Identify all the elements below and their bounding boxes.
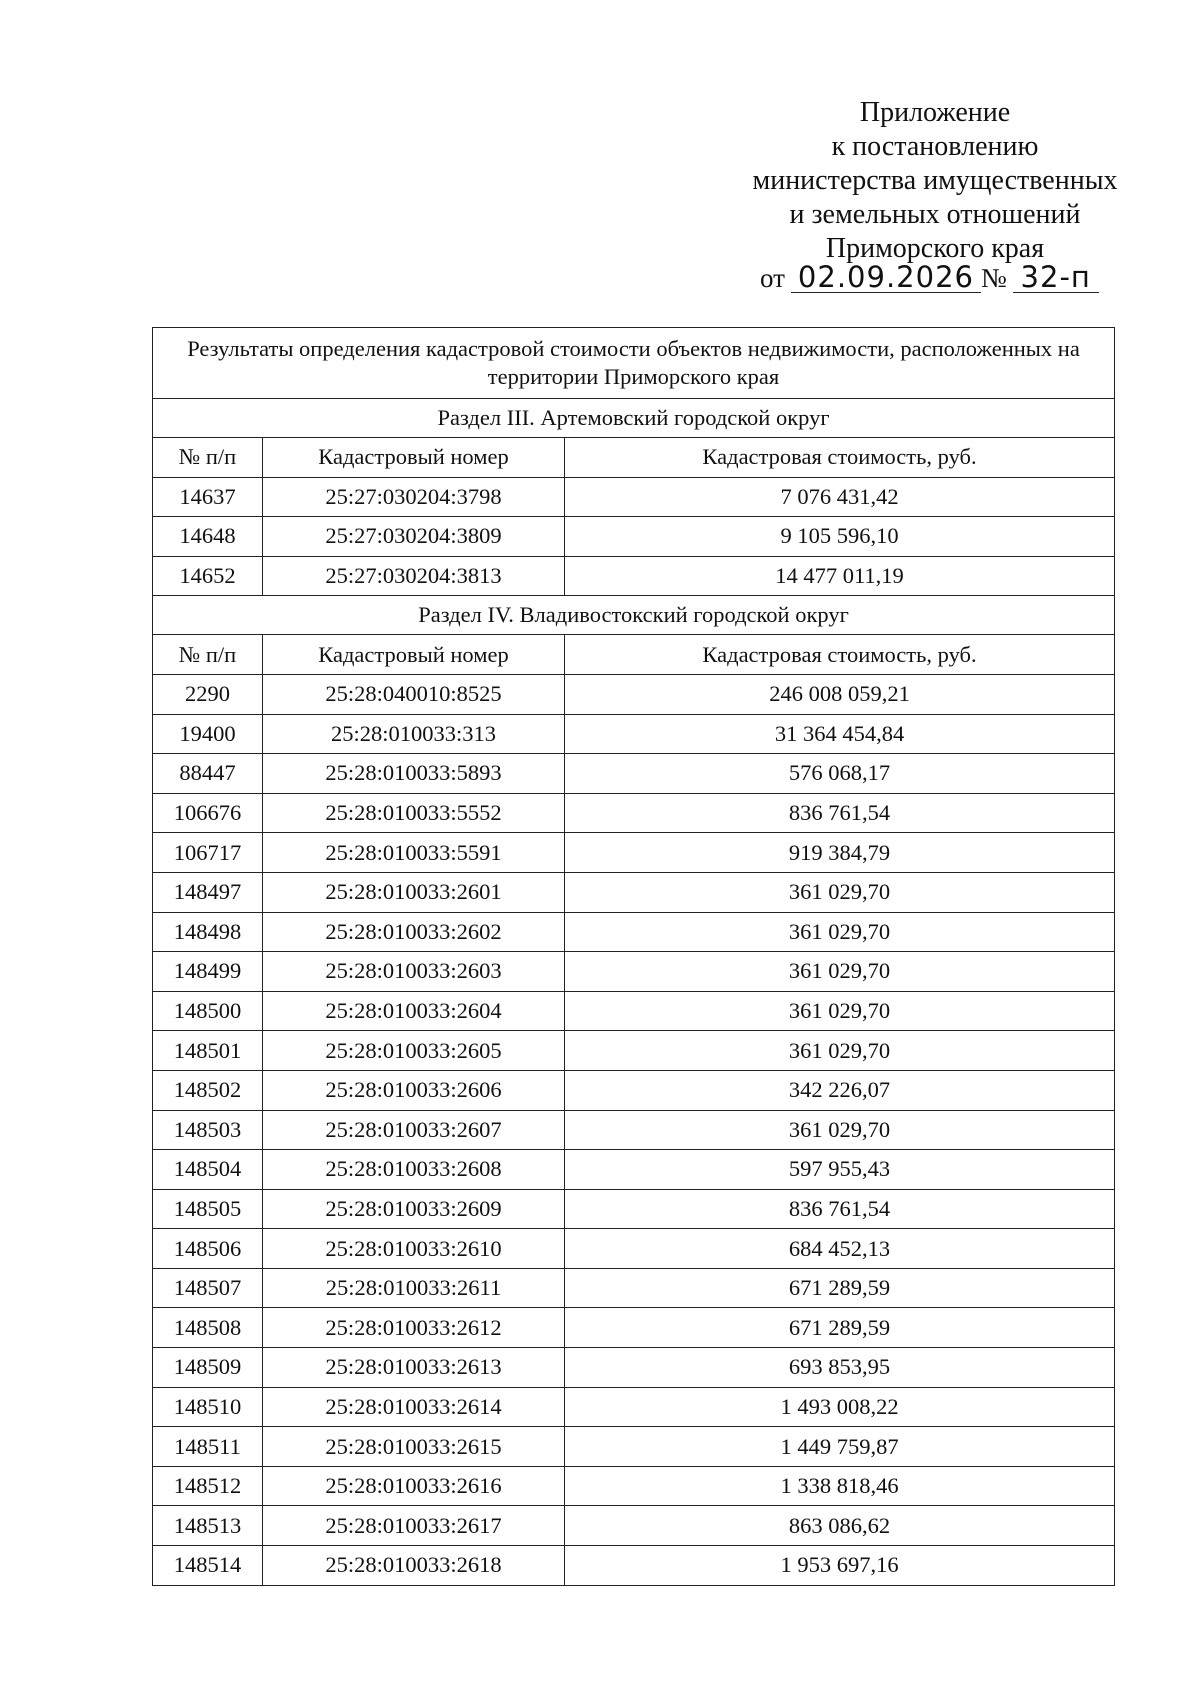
header-line: Приложение (859, 97, 1011, 128)
row-number: 19400 (153, 714, 263, 754)
header-line: Приморского края (825, 233, 1045, 264)
section-title: Раздел IV. Владивостокский городской округ (153, 596, 1115, 635)
cadastral-value: 361 029,70 (565, 912, 1115, 952)
table-row (153, 952, 1115, 992)
table-row (153, 1031, 1115, 1071)
row-number: 148506 (153, 1229, 263, 1269)
column-header-number: № п/п (153, 438, 263, 478)
cadastral-number: 25:27:030204:3813 (263, 556, 565, 596)
cadastral-value: 836 761,54 (565, 1189, 1115, 1229)
cadastral-number: 25:27:030204:3809 (263, 517, 565, 557)
row-number: 148511 (153, 1427, 263, 1467)
section-row (153, 596, 1115, 635)
table-row (153, 1387, 1115, 1427)
row-number: 148502 (153, 1070, 263, 1110)
row-number: 148510 (153, 1387, 263, 1427)
table-row (153, 872, 1115, 912)
row-number: 148504 (153, 1150, 263, 1190)
cadastral-value: 863 086,62 (565, 1506, 1115, 1546)
header-line: министерства имущественных (752, 165, 1118, 196)
cadastral-value: 693 853,95 (565, 1348, 1115, 1388)
cadastral-number: 25:28:010033:2605 (263, 1031, 565, 1071)
cadastral-value: 1 953 697,16 (565, 1546, 1115, 1586)
cadastral-number: 25:28:010033:2613 (263, 1348, 565, 1388)
cadastral-value: 1 338 818,46 (565, 1466, 1115, 1506)
table-row (153, 912, 1115, 952)
handwritten-number: 32-п (1013, 262, 1099, 293)
row-number: 148499 (153, 952, 263, 992)
table-row (153, 714, 1115, 754)
table-row (153, 1150, 1115, 1190)
section-title: Раздел III. Артемовский городской округ (153, 399, 1115, 438)
row-number: 14652 (153, 556, 263, 596)
cadastral-number: 25:28:010033:2617 (263, 1506, 565, 1546)
table-row (153, 1427, 1115, 1467)
cadastral-number: 25:28:010033:313 (263, 714, 565, 754)
cadastral-value: 576 068,17 (565, 754, 1115, 794)
cadastral-value: 9 105 596,10 (565, 517, 1115, 557)
cadastral-number: 25:28:010033:5591 (263, 833, 565, 873)
row-number: 148509 (153, 1348, 263, 1388)
date-prefix: от (760, 263, 785, 293)
row-number: 148505 (153, 1189, 263, 1229)
row-number: 88447 (153, 754, 263, 794)
table-title: Результаты определения кадастровой стоимости объектов недвижимости, расположенных на территории Приморского края (153, 328, 1115, 399)
cadastral-number: 25:28:010033:2606 (263, 1070, 565, 1110)
column-header-cadastral-number: Кадастровый номер (263, 635, 565, 675)
row-number: 148498 (153, 912, 263, 952)
appendix-header (735, 96, 1135, 266)
table-row (153, 1110, 1115, 1150)
cadastral-number: 25:28:010033:2603 (263, 952, 565, 992)
cadastral-number: 25:28:010033:2604 (263, 991, 565, 1031)
row-number: 106676 (153, 793, 263, 833)
cadastral-number: 25:28:010033:2612 (263, 1308, 565, 1348)
row-number: 14648 (153, 517, 263, 557)
cadastral-value: 597 955,43 (565, 1150, 1115, 1190)
table-row (153, 833, 1115, 873)
row-number: 148497 (153, 872, 263, 912)
table-title-row (153, 328, 1115, 399)
cadastral-value: 671 289,59 (565, 1268, 1115, 1308)
column-header-value: Кадастровая стоимость, руб. (565, 635, 1115, 675)
cadastral-value: 684 452,13 (565, 1229, 1115, 1269)
table-body (153, 328, 1115, 1586)
table-row (153, 793, 1115, 833)
cadastral-number: 25:28:010033:2609 (263, 1189, 565, 1229)
resolution-date-number (760, 262, 1099, 294)
table-row (153, 1466, 1115, 1506)
table-row (153, 1546, 1115, 1586)
cadastral-value: 836 761,54 (565, 793, 1115, 833)
number-prefix: № (980, 263, 1007, 293)
cadastral-number: 25:27:030204:3798 (263, 477, 565, 517)
row-number: 148507 (153, 1268, 263, 1308)
table-row (153, 754, 1115, 794)
cadastral-number: 25:28:010033:5893 (263, 754, 565, 794)
cadastral-value: 7 076 431,42 (565, 477, 1115, 517)
table-row (153, 674, 1115, 714)
row-number: 148500 (153, 991, 263, 1031)
column-header-cadastral-number: Кадастровый номер (263, 438, 565, 478)
handwritten-date: 02.09.2026 (791, 262, 981, 293)
cadastral-value: 361 029,70 (565, 1031, 1115, 1071)
column-header-number: № п/п (153, 635, 263, 675)
cadastral-number: 25:28:010033:2618 (263, 1546, 565, 1586)
header-line: к постановлению (831, 131, 1039, 162)
cadastral-value: 342 226,07 (565, 1070, 1115, 1110)
cadastral-number: 25:28:010033:2607 (263, 1110, 565, 1150)
cadastral-value: 1 449 759,87 (565, 1427, 1115, 1467)
table-row (153, 517, 1115, 557)
row-number: 148508 (153, 1308, 263, 1348)
table-row (153, 1189, 1115, 1229)
row-number: 148512 (153, 1466, 263, 1506)
cadastral-value: 361 029,70 (565, 991, 1115, 1031)
row-number: 148513 (153, 1506, 263, 1546)
table-row (153, 1229, 1115, 1269)
cadastral-value: 1 493 008,22 (565, 1387, 1115, 1427)
cadastral-number: 25:28:010033:5552 (263, 793, 565, 833)
cadastral-value: 14 477 011,19 (565, 556, 1115, 596)
cadastral-value: 361 029,70 (565, 872, 1115, 912)
cadastral-number: 25:28:010033:2614 (263, 1387, 565, 1427)
cadastral-number: 25:28:010033:2602 (263, 912, 565, 952)
cadastral-number: 25:28:010033:2616 (263, 1466, 565, 1506)
cadastral-value: 31 364 454,84 (565, 714, 1115, 754)
table-row (153, 991, 1115, 1031)
cadastral-number: 25:28:010033:2610 (263, 1229, 565, 1269)
cadastral-number: 25:28:040010:8525 (263, 674, 565, 714)
cadastral-number: 25:28:010033:2615 (263, 1427, 565, 1467)
section-row (153, 399, 1115, 438)
header-line: и земельных отношений (789, 199, 1081, 230)
row-number: 148503 (153, 1110, 263, 1150)
table-row (153, 1070, 1115, 1110)
row-number: 2290 (153, 674, 263, 714)
cadastral-value: 361 029,70 (565, 952, 1115, 992)
table-row (153, 1268, 1115, 1308)
cadastral-number: 25:28:010033:2611 (263, 1268, 565, 1308)
row-number: 14637 (153, 477, 263, 517)
column-header-value: Кадастровая стоимость, руб. (565, 438, 1115, 478)
table-row (153, 1348, 1115, 1388)
table-row (153, 1308, 1115, 1348)
cadastral-value: 919 384,79 (565, 833, 1115, 873)
cadastral-value: 671 289,59 (565, 1308, 1115, 1348)
cadastral-number: 25:28:010033:2608 (263, 1150, 565, 1190)
cadastral-value: 361 029,70 (565, 1110, 1115, 1150)
column-header-row (153, 635, 1115, 675)
cadastral-number: 25:28:010033:2601 (263, 872, 565, 912)
table-row (153, 1506, 1115, 1546)
column-header-row (153, 438, 1115, 478)
cadastral-value-table (152, 327, 1115, 1586)
row-number: 148501 (153, 1031, 263, 1071)
row-number: 106717 (153, 833, 263, 873)
row-number: 148514 (153, 1546, 263, 1586)
cadastral-value: 246 008 059,21 (565, 674, 1115, 714)
table-row (153, 477, 1115, 517)
table-row (153, 556, 1115, 596)
